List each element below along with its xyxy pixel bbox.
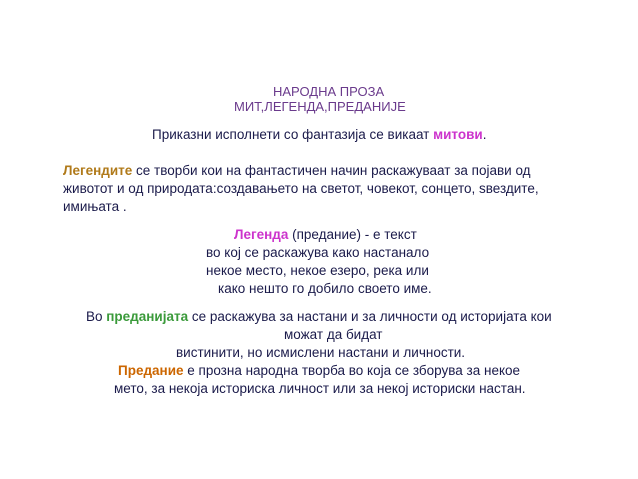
- tradition-rest: е прозна народна творба во која се зборува за некое: [183, 363, 521, 378]
- myth-term: митови: [433, 127, 483, 142]
- legend-rest: (предание) - е текст: [288, 227, 417, 242]
- legends-line-1: [63, 162, 531, 180]
- traditions-rest: се раскажува за настани и за личности од историјата кои: [188, 309, 552, 324]
- tradition-line-1: [118, 362, 520, 380]
- legend-term: Легенда: [234, 227, 289, 242]
- tradition-line-2: мето, за некоја историска личност или за некој историски настан.: [114, 381, 526, 396]
- legend-line-3: некое место, некое езеро, река или: [206, 263, 429, 278]
- traditions-prefix: Во: [86, 309, 107, 324]
- myth-definition: [152, 126, 486, 144]
- traditions-line-1: [86, 308, 552, 326]
- traditions-line-3: вистинити, но исмислени настани и личности.: [176, 345, 466, 360]
- legends-term: Легендите: [63, 163, 133, 178]
- traditions-term: преданијата: [106, 309, 189, 324]
- title-line-2: МИТ,ЛЕГЕНДА,ПРЕДАНИЈЕ: [234, 99, 406, 114]
- legend-line-1: [234, 226, 417, 244]
- legends-line-3: имињата .: [63, 199, 127, 214]
- tradition-term: Предание: [118, 363, 184, 378]
- title-line-1: НАРОДНА ПРОЗА: [273, 84, 385, 99]
- myth-text: Приказни исполнети со фантазија се викаат: [152, 127, 434, 142]
- legend-line-2: во кој се раскажува како настанало: [206, 245, 430, 260]
- legend-line-4: како нешто го добило своето име.: [218, 281, 432, 296]
- legends-rest: се творби кои на фантастичен начин раскажуваат за појави од: [132, 163, 531, 178]
- myth-end: .: [482, 127, 487, 142]
- legends-line-2: животот и од природата:создавањето на светот, човекот, сонцето, ѕвездите,: [63, 181, 539, 196]
- traditions-line-2: можат да бидат: [284, 327, 383, 342]
